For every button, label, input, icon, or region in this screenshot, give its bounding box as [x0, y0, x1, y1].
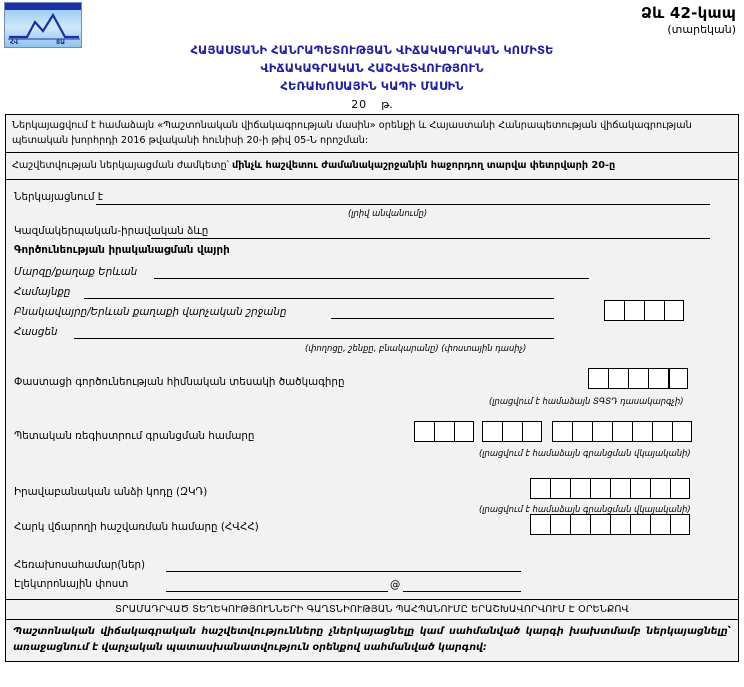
phone-label: Հեռախոսահամար(ներ): [14, 558, 146, 571]
code-box[interactable]: [530, 478, 550, 499]
form-code: Ձև 42-կապ: [640, 4, 736, 22]
code-box[interactable]: [664, 300, 684, 321]
code-box[interactable]: [502, 421, 522, 442]
legal-penalty-note: Պաշտոնական վիճակագրական հաշվետվությունները չներկայացնելը կամ սահմանված կարգի խախտմամբ ներկայացնելը՝ առաջացնում է վարչական պատասխանատվություն օրենքով սահմանված կարգով:: [6, 620, 738, 663]
email-user-input[interactable]: [166, 591, 388, 592]
postal-code-boxes[interactable]: [604, 300, 684, 321]
address-label: Հասցեն: [14, 325, 58, 338]
legal-entity-code-hint: (լրացվում է համաձայն գրանցման վկայականի): [479, 503, 691, 514]
community-input[interactable]: [84, 298, 554, 299]
code-box[interactable]: [590, 478, 610, 499]
code-box[interactable]: [530, 514, 550, 535]
logo-label-left: ՀՎ: [10, 39, 19, 46]
region-input[interactable]: [154, 278, 589, 279]
phone-input[interactable]: [166, 571, 521, 572]
code-box[interactable]: [522, 421, 542, 442]
code-box[interactable]: [414, 421, 434, 442]
reporting-year-line: [0, 98, 744, 111]
legal-form-input[interactable]: [151, 238, 710, 239]
code-box[interactable]: [434, 421, 454, 442]
settlement-input[interactable]: [331, 318, 554, 319]
code-box[interactable]: [624, 300, 644, 321]
code-box[interactable]: [650, 478, 670, 499]
taxpayer-label: Հարկ վճարողի հաշվառման համարը (ՀՎՀՀ): [14, 520, 259, 533]
state-registration-label: Պետական ռեգիստրում գրանցման համարը: [14, 429, 255, 442]
legal-entity-code-boxes[interactable]: [530, 478, 690, 499]
code-box[interactable]: [648, 368, 668, 389]
code-box[interactable]: [588, 368, 608, 389]
legal-notice-row: Ներկայացվում է համաձայն «Պաշտոնական վիճակագրության մասին» օրենքի և Հայաստանի Հանրապետության վիճակագրության պետական խորհրդի 2016 թվականի հունիսի 20-ի թիվ 05-Ն որոշման:: [6, 115, 738, 153]
code-box[interactable]: [608, 368, 628, 389]
code-box[interactable]: [570, 478, 590, 499]
code-box[interactable]: [668, 368, 688, 389]
form-titles: [0, 42, 744, 95]
code-box[interactable]: [482, 421, 502, 442]
confidentiality-warning: ՏՐԱՄԱԴՐՎԱԾ ՏԵՂԵԿՈՒԹՅՈՒՆՆԵՐԻ ԳԱՂՏՆԻՈՒԹՅԱՆ ՊԱՀՊԱՆՈՒՄԸ ԵՐԱՇԽԱՎՈՐՎՈՒՄ Է ՕՐԵՆՔՈՎ: [6, 600, 738, 620]
code-box[interactable]: [670, 478, 690, 499]
community-label: Համայնքը: [14, 285, 71, 298]
legal-entity-code-label: Իրավաբանական անձի կոդը (ԶԿԴ): [14, 485, 208, 498]
state-registration-boxes-group1[interactable]: [414, 421, 474, 442]
code-box[interactable]: [454, 421, 474, 442]
address-hint: (փողոցը, շենքը, բնակարանը) (փոստային դասիչ): [305, 342, 527, 353]
deadline-label: Հաշվետվության ներկայացման ժամկետը՝: [12, 160, 233, 172]
code-box[interactable]: [604, 300, 624, 321]
email-label: Էլեկտրոնային փոստ: [14, 577, 129, 590]
code-box[interactable]: [550, 478, 570, 499]
region-label: Մարզը/քաղաք Երևան: [14, 265, 138, 278]
page-title-line2: ՎԻՃԱԿԱԳՐԱԿԱՆ ՀԱՇՎԵՏՎՈՒԹՅՈՒՆ: [260, 60, 484, 75]
code-box[interactable]: [550, 514, 570, 535]
legal-form-label: Կազմակերպական-իրավական ձևը: [14, 224, 209, 237]
deadline-value: մինչև հաշվետու ժամանակաշրջանին հաջորդող տարվա փետրվարի 20-ը: [232, 160, 616, 172]
address-input[interactable]: [74, 338, 554, 339]
code-box[interactable]: [592, 421, 612, 442]
code-box[interactable]: [628, 368, 648, 389]
main-activity-label: Փաստացի գործունեության հիմնական տեսակի ծածկագիրը: [14, 375, 345, 388]
form-period: (տարեկան): [667, 22, 736, 36]
code-box[interactable]: [612, 421, 632, 442]
main-activity-code-boxes[interactable]: [588, 368, 688, 389]
year-prefix: 20: [351, 98, 368, 111]
code-box[interactable]: [572, 421, 592, 442]
email-domain-input[interactable]: [403, 591, 521, 592]
code-box[interactable]: [632, 421, 652, 442]
form-table: [5, 114, 739, 662]
code-box[interactable]: [644, 300, 664, 321]
logo-label-right: ՏԱ: [55, 39, 65, 46]
submitted-by-input[interactable]: [96, 204, 710, 205]
code-box[interactable]: [610, 478, 630, 499]
code-box[interactable]: [652, 421, 672, 442]
state-registration-boxes-group2[interactable]: [482, 421, 542, 442]
submitted-by-label: Ներկայացնում է: [14, 190, 104, 203]
email-at-symbol: @: [390, 578, 401, 591]
year-suffix: թ.: [381, 98, 393, 111]
form-header: [0, 0, 744, 112]
form-code-block: [641, 4, 736, 37]
code-box[interactable]: [590, 514, 610, 535]
settlement-label: Բնակավայրը/Երևան քաղաքի վարչական շրջանը: [14, 305, 287, 318]
code-box[interactable]: [650, 514, 670, 535]
code-box[interactable]: [670, 514, 690, 535]
taxpayer-number-boxes[interactable]: [530, 514, 690, 535]
code-box[interactable]: [630, 478, 650, 499]
code-box[interactable]: [610, 514, 630, 535]
code-box[interactable]: [672, 421, 692, 442]
activity-location-header: Գործունեության իրականացման վայրի: [14, 243, 230, 256]
code-box[interactable]: [570, 514, 590, 535]
deadline-row: [6, 153, 738, 180]
state-registration-boxes-group3[interactable]: [552, 421, 692, 442]
code-box[interactable]: [630, 514, 650, 535]
main-activity-hint: (լրացվում է համաձայն ՏԳՏԴ դասակարգչի): [489, 395, 684, 406]
form-body-row: [6, 180, 738, 600]
submitted-by-hint: (լրիվ անվանումը): [348, 207, 428, 218]
code-box[interactable]: [552, 421, 572, 442]
page-title-line3: ՀԵՌԱԽՈՍԱՅԻՆ ԿԱՊԻ ՄԱՍԻՆ: [280, 78, 464, 93]
state-registration-hint: (լրացվում է համաձայն գրանցման վկայականի): [479, 447, 691, 458]
page-title-line1: ՀԱՅԱՍՏԱՆԻ ՀԱՆՐԱՊԵՏՈՒԹՅԱՆ ՎԻՃԱԿԱԳՐԱԿԱՆ ԿՈՄԻՏԵ: [190, 43, 554, 57]
